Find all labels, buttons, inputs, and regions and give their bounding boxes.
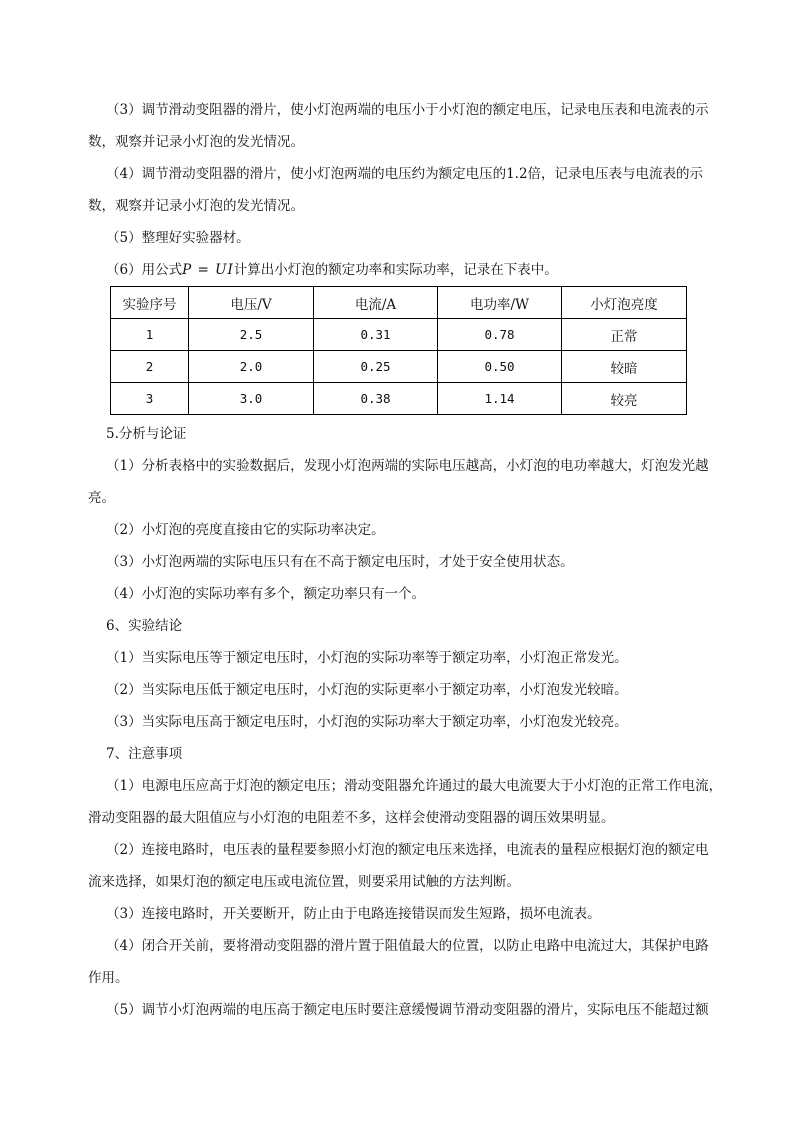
analysis-line: （1）分析表格中的实验数据后，发现小灯泡两端的实际电压越高，小灯泡的电功率越大，灯泡发光越 — [106, 458, 709, 474]
table-header-cell: 电功率/W — [438, 287, 562, 319]
section-heading-precautions: 7、注意事项 — [106, 746, 183, 762]
table-cell: 0.38 — [314, 383, 438, 415]
table-header-cell: 电压/V — [189, 287, 314, 319]
table-cell: 3.0 — [189, 383, 314, 415]
table-cell: 1.14 — [438, 383, 562, 415]
precaution-line: （2）连接电路时，电压表的量程要参照小灯泡的额定电压来选择，电流表的量程应根据灯泡的额定电 — [106, 842, 709, 858]
table-header-cell: 实验序号 — [111, 287, 189, 319]
table-cell: 0.31 — [314, 319, 438, 351]
table-cell: 较亮 — [562, 383, 687, 415]
precaution-line: 滑动变阻器的最大阻值应与小灯泡的电阻差不多，这样会使滑动变阻器的调压效果明显。 — [88, 810, 615, 826]
table-cell: 2.0 — [189, 351, 314, 383]
table-row — [111, 383, 687, 415]
table-row — [111, 319, 687, 351]
analysis-line: （4）小灯泡的实际功率有多个，额定功率只有一个。 — [106, 586, 426, 602]
section-heading-analysis: 5.分析与论证 — [106, 426, 187, 442]
paragraph-step3-line2: 数，观察并记录小灯泡的发光情况。 — [88, 134, 304, 150]
table-cell: 正常 — [562, 319, 687, 351]
paragraph-step4-line1: （4）调节滑动变阻器的滑片，使小灯泡两端的电压约为额定电压的1.2倍，记录电压表与电流表的示 — [106, 166, 704, 182]
precaution-line: （1）电源电压应高于灯泡的额定电压；滑动变阻器允许通过的最大电流要大于小灯泡的正常工作电流， — [106, 778, 723, 794]
table-cell: 3 — [111, 383, 189, 415]
conclusion-line: （1）当实际电压等于额定电压时，小灯泡的实际功率等于额定功率，小灯泡正常发光。 — [106, 650, 628, 666]
table-header-row — [111, 287, 687, 319]
power-formula: P = UI — [182, 262, 234, 278]
analysis-line: 亮。 — [88, 490, 115, 506]
precaution-line: （5）调节小灯泡两端的电压高于额定电压时要注意缓慢调节滑动变阻器的滑片，实际电压不能超过额 — [106, 1002, 709, 1018]
table-cell: 2 — [111, 351, 189, 383]
precaution-line: 作用。 — [88, 970, 129, 986]
step6-after-text: 计算出小灯泡的额定功率和实际功率，记录在下表中。 — [233, 262, 558, 278]
analysis-line: （3）小灯泡两端的实际电压只有在不高于额定电压时，才处于安全使用状态。 — [106, 554, 574, 570]
table-header-cell: 小灯泡亮度 — [562, 287, 687, 319]
conclusion-line: （2）当实际电压低于额定电压时，小灯泡的实际更率小于额定功率，小灯泡发光较暗。 — [106, 682, 628, 698]
experiment-data-table — [110, 286, 687, 415]
conclusion-line: （3）当实际电压高于额定电压时，小灯泡的实际功率大于额定功率，小灯泡发光较亮。 — [106, 714, 628, 730]
paragraph-step5: （5）整理好实验器材。 — [106, 230, 250, 246]
table-header-cell: 电流/A — [314, 287, 438, 319]
table-cell: 较暗 — [562, 351, 687, 383]
precaution-line: 流来选择，如果灯泡的额定电压或电流位置，则要采用试触的方法判断。 — [88, 874, 520, 890]
precaution-line: （3）连接电路时，开关要断开，防止由于电路连接错误而发生短路，损坏电流表。 — [106, 906, 601, 922]
table-row — [111, 351, 687, 383]
step6-before-text: （6）用公式 — [106, 262, 183, 278]
paragraph-step4-line2: 数，观察并记录小灯泡的发光情况。 — [88, 198, 304, 214]
table-cell: 0.25 — [314, 351, 438, 383]
table-cell: 0.78 — [438, 319, 562, 351]
analysis-line: （2）小灯泡的亮度直接由它的实际功率决定。 — [106, 522, 385, 538]
table-cell: 2.5 — [189, 319, 314, 351]
paragraph-step6 — [88, 254, 746, 286]
table-cell: 0.50 — [438, 351, 562, 383]
precaution-line: （4）闭合开关前，要将滑动变阻器的滑片置于阻值最大的位置，以防止电路中电流过大，其保护电路 — [106, 938, 709, 954]
table-cell: 1 — [111, 319, 189, 351]
paragraph-step3-line1: （3）调节滑动变阻器的滑片，使小灯泡两端的电压小于小灯泡的额定电压，记录电压表和电流表的示 — [106, 102, 709, 118]
section-heading-conclusion: 6、实验结论 — [106, 618, 183, 634]
